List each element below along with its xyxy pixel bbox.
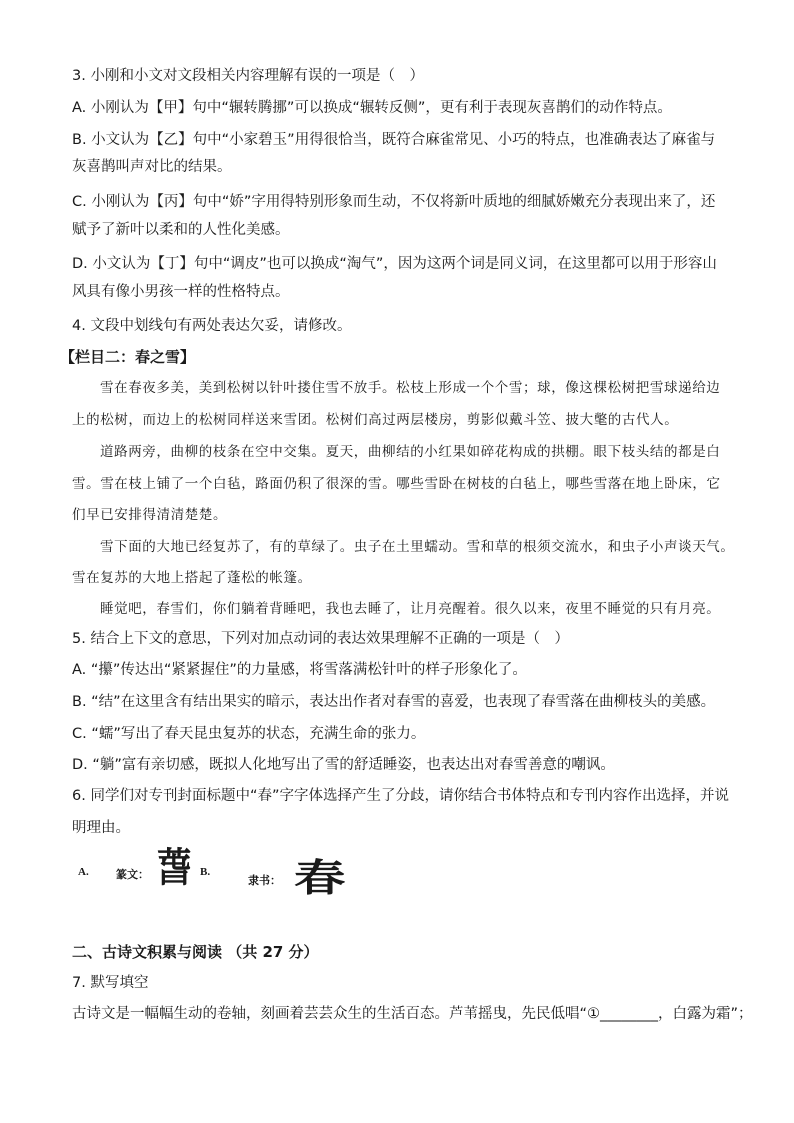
passage-p3-line1: 雪下面的大地已经复苏了，有的草绿了。虫子在土里蠕动。雪和草的根须交流水，和虫子小声谈天气。: [100, 539, 735, 555]
option-b-letter: B.: [200, 866, 211, 878]
option-a-letter: A.: [78, 866, 89, 878]
q3-option-d-line2: 风具有像小男孩一样的性格特点。: [72, 284, 290, 300]
q3-stem: 3. 小刚和小文对文段相关内容理解有误的一项是（ ）: [72, 68, 424, 84]
seal-script-glyph: 萅: [157, 844, 191, 891]
passage-p2-line2: 雪。雪在枝上铺了一个白毡，路面仍积了很深的雪。哪些雪卧在树枝的白毡上，哪些雪落在地上卧床，它: [72, 476, 721, 492]
q3-option-a: A. 小刚认为【甲】句中“辗转腾挪”可以换成“辗转反侧”，更有利于表现灰喜鹊们的动作特点。: [72, 100, 672, 116]
q3-option-c-line2: 赋予了新叶以柔和的人性化美感。: [72, 222, 290, 238]
q5-stem: 5. 结合上下文的意思，下列对加点动词的表达效果理解不正确的一项是（ ）: [72, 631, 569, 647]
q6-font-options: [72, 846, 472, 906]
q3-option-c-line1: C. 小刚认为【丙】句中“娇”字用得特别形象而生动，不仅将新叶质地的细腻娇嫩充分表现出来了，还: [72, 194, 716, 210]
passage-p3-line2: 雪在复苏的大地上搭起了蓬松的帐篷。: [72, 570, 312, 586]
option-b-script-name: 隶书：: [248, 874, 281, 887]
passage-p2-line1: 道路两旁，曲柳的枝条在空中交集。夏天，曲柳结的小红果如碎花构成的拱棚。眼下枝头结的都是白: [100, 444, 721, 460]
q5-option-d: D. “躺”富有亲切感，既拟人化地写出了雪的舒适睡姿，也表达出对春雪善意的嘲讽。: [72, 757, 615, 773]
q3-option-b-line1: B. 小文认为【乙】句中“小家碧玉”用得很恰当，既符合麻雀常见、小巧的特点，也准确表达了麻雀与: [72, 132, 716, 148]
q5-option-c: C. “蠕”写出了春天昆虫复苏的状态，充满生命的张力。: [72, 726, 426, 742]
passage-p1-line1: 雪在春夜多美，美到松树以针叶搂住雪不放手。松枝上形成一个个雪；球，像这棵松树把雪球递给边: [100, 380, 721, 396]
passage-p4: 睡觉吧，春雪们，你们躺着背睡吧，我也去睡了，让月亮醒着。很久以来，夜里不睡觉的只有月亮。: [100, 601, 721, 617]
part2-title: 二、古诗文积累与阅读 （共 27 分）: [72, 943, 319, 961]
q6-stem-line2: 明理由。: [72, 820, 130, 836]
clerical-script-glyph: 春: [294, 855, 346, 900]
option-a-script-name: 篆文：: [116, 868, 149, 881]
q7-text: 古诗文是一幅幅生动的卷轴，刻画着芸芸众生的生活百态。芦苇摇曳，先民低唱“①________，白露为霜”；: [72, 1006, 753, 1022]
q3-option-d-line1: D. 小文认为【丁】句中“调皮”也可以换成“淘气”，因为这两个词是同义词，在这里都可以用于形容山: [72, 256, 717, 272]
q5-option-a: A. “攥”传达出“紧紧握住”的力量感，将雪落满松针叶的样子形象化了。: [72, 662, 527, 678]
q3-option-b-line2: 灰喜鹊叫声对比的结果。: [72, 159, 232, 175]
passage-p1-line2: 上的松树，而边上的松树同样送来雪团。松树们高过两层楼房，剪影似戴斗笠、披大氅的古代人。: [72, 412, 679, 428]
passage-p2-line3: 们早已安排得清清楚楚。: [72, 507, 228, 523]
q5-option-b: B. “结”在这里含有结出果实的暗示，表达出作者对春雪的喜爱，也表现了春雪落在曲柳枝头的美感。: [72, 694, 716, 710]
section-title: 【栏目二：春之雪】: [60, 348, 196, 366]
q4-stem: 4. 文段中划线句有两处表达欠妥，请修改。: [72, 318, 352, 334]
q6-stem-line1: 6. 同学们对专刊封面标题中“春”字字体选择产生了分歧，请你结合书体特点和专刊内容作出选择，并说: [72, 788, 729, 804]
q7-stem: 7. 默写填空: [72, 975, 149, 991]
